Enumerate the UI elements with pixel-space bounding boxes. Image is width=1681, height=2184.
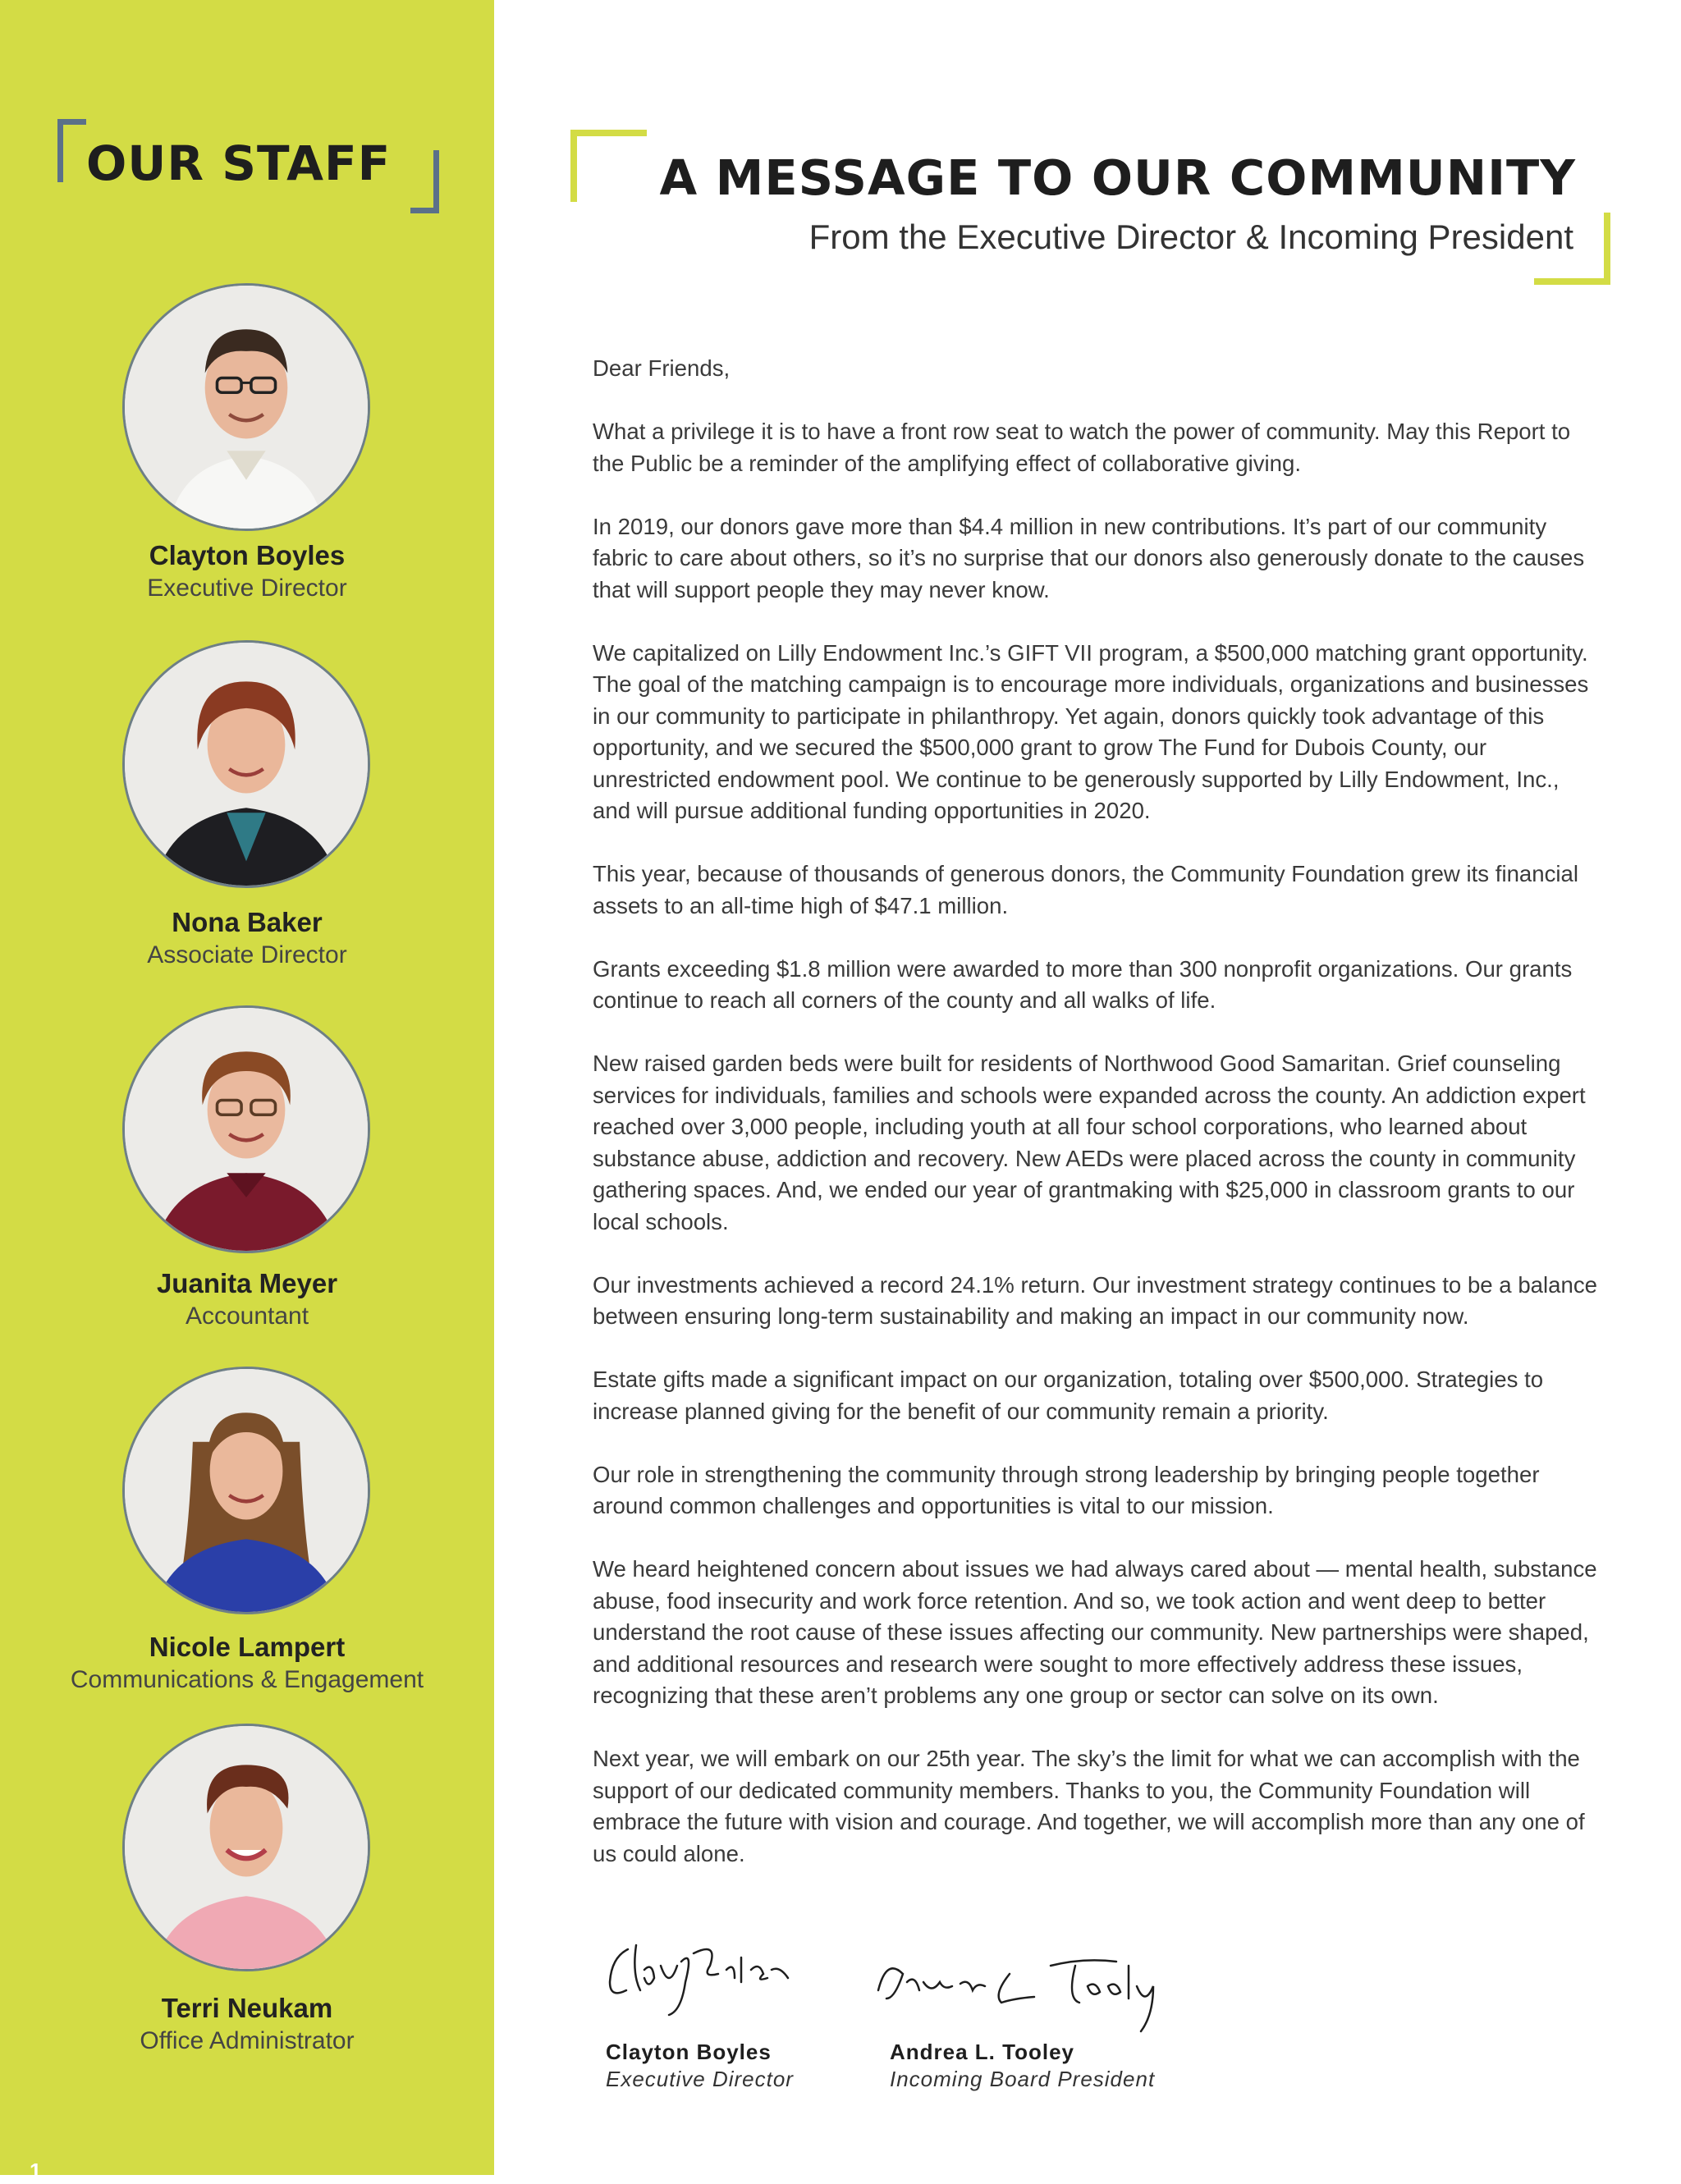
bracket-decoration [410,150,439,213]
signature-andrea-tooley [870,1949,1182,2035]
page-title: A MESSAGE TO OUR COMMUNITY [659,149,1576,206]
person-photo-icon [125,1726,368,1969]
avatar [122,640,370,888]
letter-paragraph: Grants exceeding $1.8 million were awarded to more than 300 nonprofit organizations. Our grants continue to reach all corners of the county and all walks of life. [593,955,1573,1013]
handwritten-signature-icon [870,1949,1182,2035]
staff-name: Nicole Lampert [149,1632,346,1662]
letter-paragraph: We heard heightened concern about issues we had always cared about — mental health, substance abuse, food insecurity and work force retention. And so, we took action and went deep to better understand the root cause of these issues affecting our community. New partnerships were shaped, and additional resources and research were sought to more effectively address these issues, recognizing that these aren’t problems any one group or sector can solve on its own. [593,1556,1597,1708]
letter-paragraph: Next year, we will embark on our 25th year. The sky’s the limit for what we can accomplish with the support of our dedicated community members. Thanks to you, the Community Foundation will embrace the future with vision and courage. And together, we will accomplish more than any one of us could alone. [593,1746,1585,1866]
letter-body [593,353,1602,1902]
letter-paragraph: In 2019, our donors gave more than $4.4 million in new contributions. It’s part of our community fabric to care about others, so it’s no surprise that our donors also generously donate to the causes that will support people they may never know. [593,513,1585,602]
staff-name: Terri Neukam [161,1993,333,2023]
person-photo-icon [125,643,368,886]
staff-role: Executive Director [147,575,347,602]
staff-role: Accountant [185,1303,309,1330]
staff-role: Office Administrator [140,2027,355,2054]
letter-paragraph: This year, because of thousands of generous donors, the Community Foundation grew its financial assets to an all-time high of $47.1 million. [593,861,1579,918]
staff-sidebar [0,0,494,2183]
person-photo-icon [125,286,368,529]
staff-title: OUR STAFF [86,135,392,191]
bracket-decoration [570,130,647,202]
signer-name: Andrea L. Tooley [890,2040,1074,2064]
staff-role: Associate Director [147,941,347,968]
salutation: Dear Friends, [593,355,731,381]
letter-paragraph: Our investments achieved a record 24.1% return. Our investment strategy continues to be a balance between ensuring long-term sustainability and making an impact in our community now. [593,1271,1597,1329]
letter-paragraph: Our role in strengthening the community through strong leadership by bringing people together around common challenges and opportunities is vital to our mission. [593,1461,1540,1518]
page-number: 1 [30,2159,42,2183]
signer-title: Executive Director [606,2067,794,2091]
staff-name: Nona Baker [172,907,323,937]
letter-paragraph: Estate gifts made a significant impact on our organization, totaling over $500,000. Strategies to increase planned giving for the benefit of our community remain a priority. [593,1367,1544,1424]
page-subtitle: From the Executive Director & Incoming President [808,217,1573,256]
letter-paragraph: What a privilege it is to have a front row seat to watch the power of community. May this Report to the Public be a reminder of the amplifying effect of collaborative giving. [593,419,1571,476]
staff-name: Juanita Meyer [156,1268,338,1298]
person-photo-icon [125,1008,368,1251]
letter-paragraph: New raised garden beds were built for residents of Northwood Good Samaritan. Grief counseling services for individuals, families and schools were expanded across the county. An addiction expert reached over 3,000 people, including youth at all four school corporations, who learned about substance abuse, addiction and recovery. New AEDs were placed across the county in community gathering spaces. And, we ended our year of grantmaking with $25,000 in classroom grants to our local schools. [593,1051,1586,1234]
bracket-decoration [57,119,86,182]
signature-clayton-boyles [603,1933,796,2019]
signer-title: Incoming Board President [890,2067,1156,2091]
avatar [122,283,370,531]
staff-name: Clayton Boyles [149,540,346,570]
message-heading [566,123,1613,287]
handwritten-signature-icon [603,1933,796,2019]
staff-heading [57,119,439,213]
signer-name: Clayton Boyles [606,2040,772,2064]
person-photo-icon [125,1369,368,1612]
letter-paragraph: We capitalized on Lilly Endowment Inc.’s GIFT VII program, a $500,000 matching grant opportunity. The goal of the matching campaign is to encourage more individuals, organizations and businesses in our community to participate in philanthropy. Yet again, donors quickly took advantage of this opportunity, and we secured the $500,000 grant to grow The Fund for Dubois County, our unrestricted endowment pool. We continue to be generously supported by Lilly Endowment, Inc., and will pursue additional funding opportunities in 2020. [593,639,1589,823]
avatar [122,1367,370,1614]
avatar [122,1005,370,1253]
staff-role: Communications & Engagement [70,1666,424,1693]
avatar [122,1724,370,1971]
